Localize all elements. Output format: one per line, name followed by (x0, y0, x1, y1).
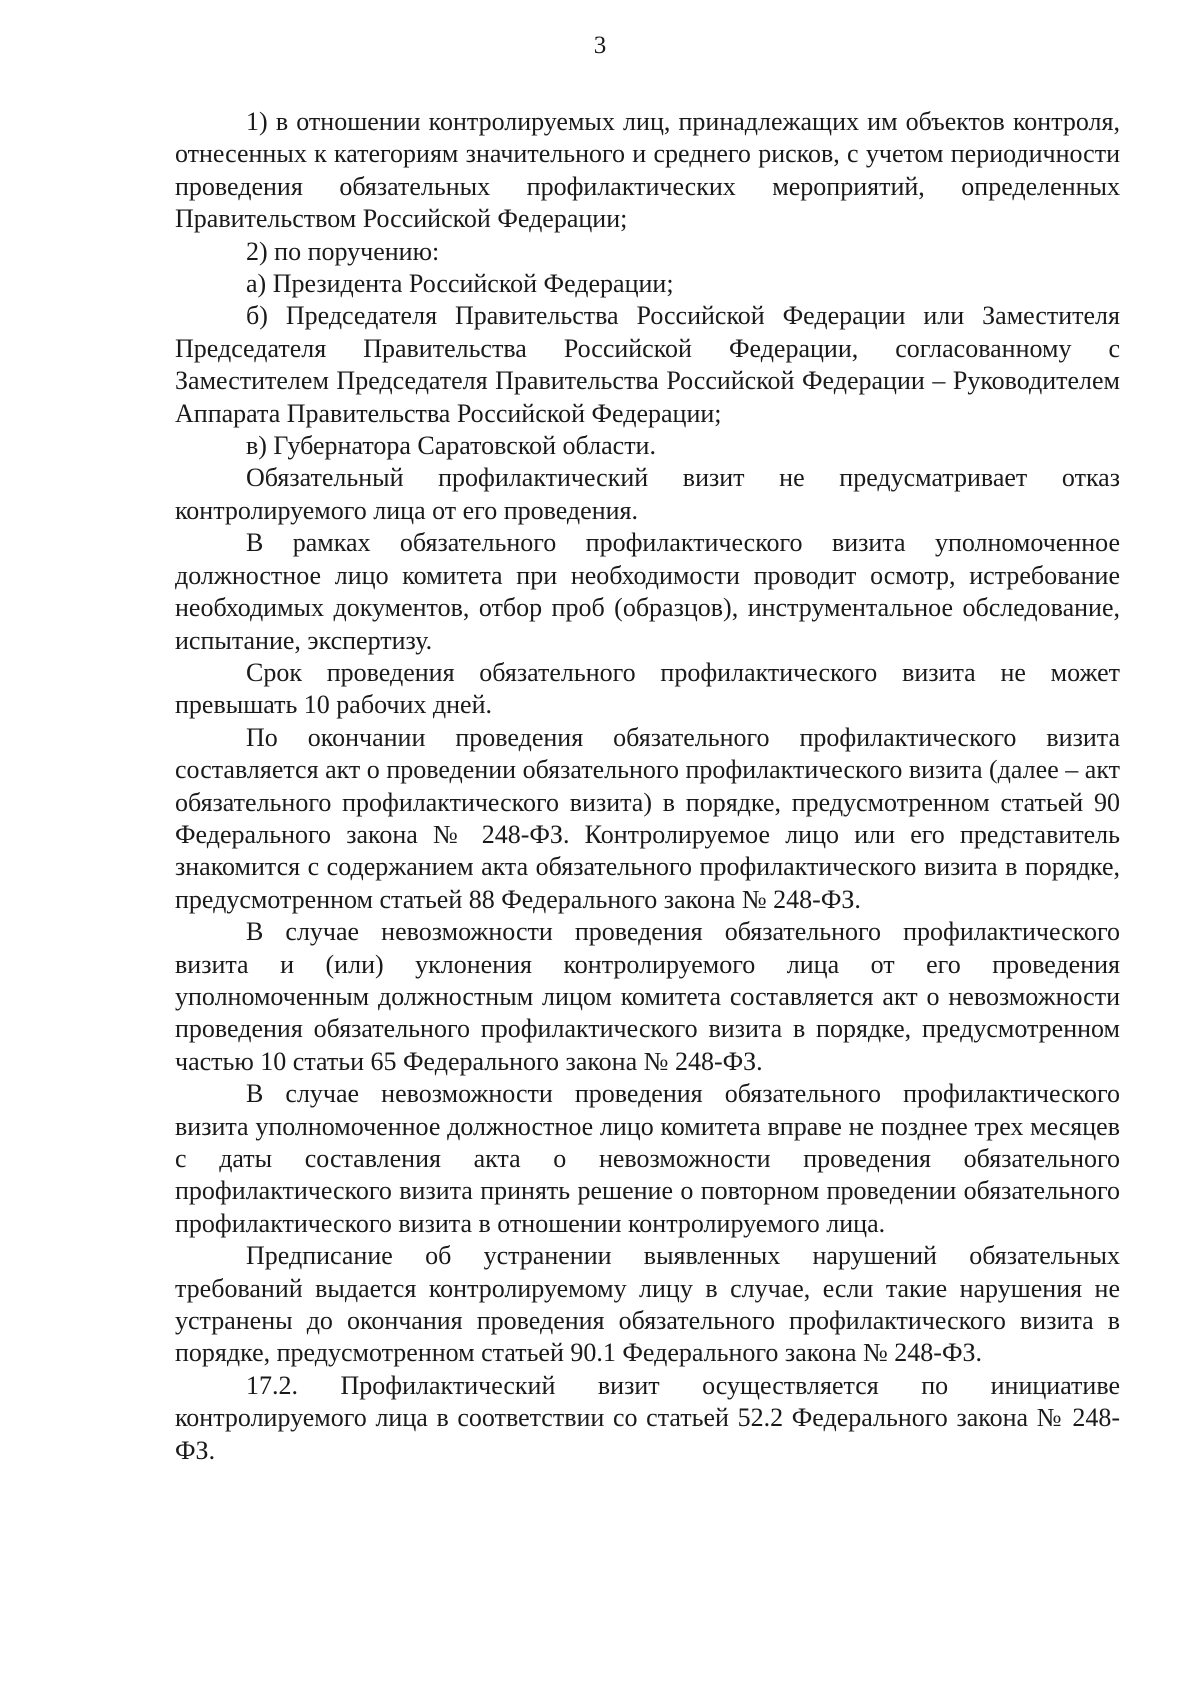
paragraph-visit-duration: Срок проведения обязательного профилактического визита не может превышать 10 рабочих дней. (175, 657, 1120, 720)
paragraph-item-a: а) Президента Российской Федерации; (246, 269, 674, 299)
page-number: 3 (593, 32, 607, 59)
paragraph-prescription: Предписание об устранении выявленных нарушений обязательных требований выдается контролируемому лицу в случае, если такие нарушения не устранены до окончания проведения обязательного профилактического визита в порядке, предусмотренном статьей 90.1 Федерального закона № 248-ФЗ. (175, 1241, 1120, 1368)
paragraph-item-1: 1) в отношении контролируемых лиц, принадлежащих им объектов контроля, отнесенных к категориям значительного и среднего рисков, с учетом периодичности проведения обязательных профилактических мероприятий, определенных Правительством Российской Федерации; (175, 107, 1120, 234)
paragraph-item-b: б) Председателя Правительства Российской Федерации или Заместителя Председателя Правительства Российской Федерации, согласованному с Заместителем Председателя Правительства Российской Федерации – Руководителем Аппарата Правительства Российской Федерации; (175, 301, 1120, 428)
paragraph-section-17-2: 17.2. Профилактический визит осуществляется по инициативе контролируемого лица в соответствии со статьей 52.2 Федерального закона № 248-ФЗ. (175, 1370, 1120, 1465)
document-body (175, 106, 1120, 1467)
paragraph-visit-scope: В рамках обязательного профилактического визита уполномоченное должностное лицо комитета при необходимости проводит осмотр, истребование необходимых документов, отбор проб (образцов), инструментальное обследование, испытание, экспертизу. (175, 528, 1120, 655)
paragraph-item-v: в) Губернатора Саратовской области. (246, 431, 656, 461)
paragraph-item-2: 2) по поручению: (246, 236, 440, 266)
paragraph-no-refusal: Обязательный профилактический визит не предусматривает отказ контролируемого лица от его проведения. (175, 463, 1120, 525)
paragraph-impossibility-act: В случае невозможности проведения обязательного профилактического визита и (или) уклонения контролируемого лица от его проведения уполномоченным должностным лицом комитета составляется акт о невозможности проведения обязательного профилактического визита в порядке, предусмотренном частью 10 статьи 65 Федерального закона № 248-ФЗ. (175, 917, 1120, 1076)
paragraph-repeat-visit: В случае невозможности проведения обязательного профилактического визита уполномоченное должностное лицо комитета вправе не позднее трех месяцев с даты составления акта о невозможности проведения обязательного профилактического визита принять решение о повторном проведении обязательного профилактического визита в отношении контролируемого лица. (175, 1079, 1120, 1238)
paragraph-visit-act: По окончании проведения обязательного профилактического визита составляется акт о проведении обязательного профилактического визита (далее – акт обязательного профилактического визита) в порядке, предусмотренном статьей 90 Федерального закона № 248-ФЗ. Контролируемое лицо или его представитель знакомится с содержанием акта обязательного профилактического визита в порядке, предусмотренном статьей 88 Федерального закона № 248-ФЗ. (175, 722, 1120, 914)
